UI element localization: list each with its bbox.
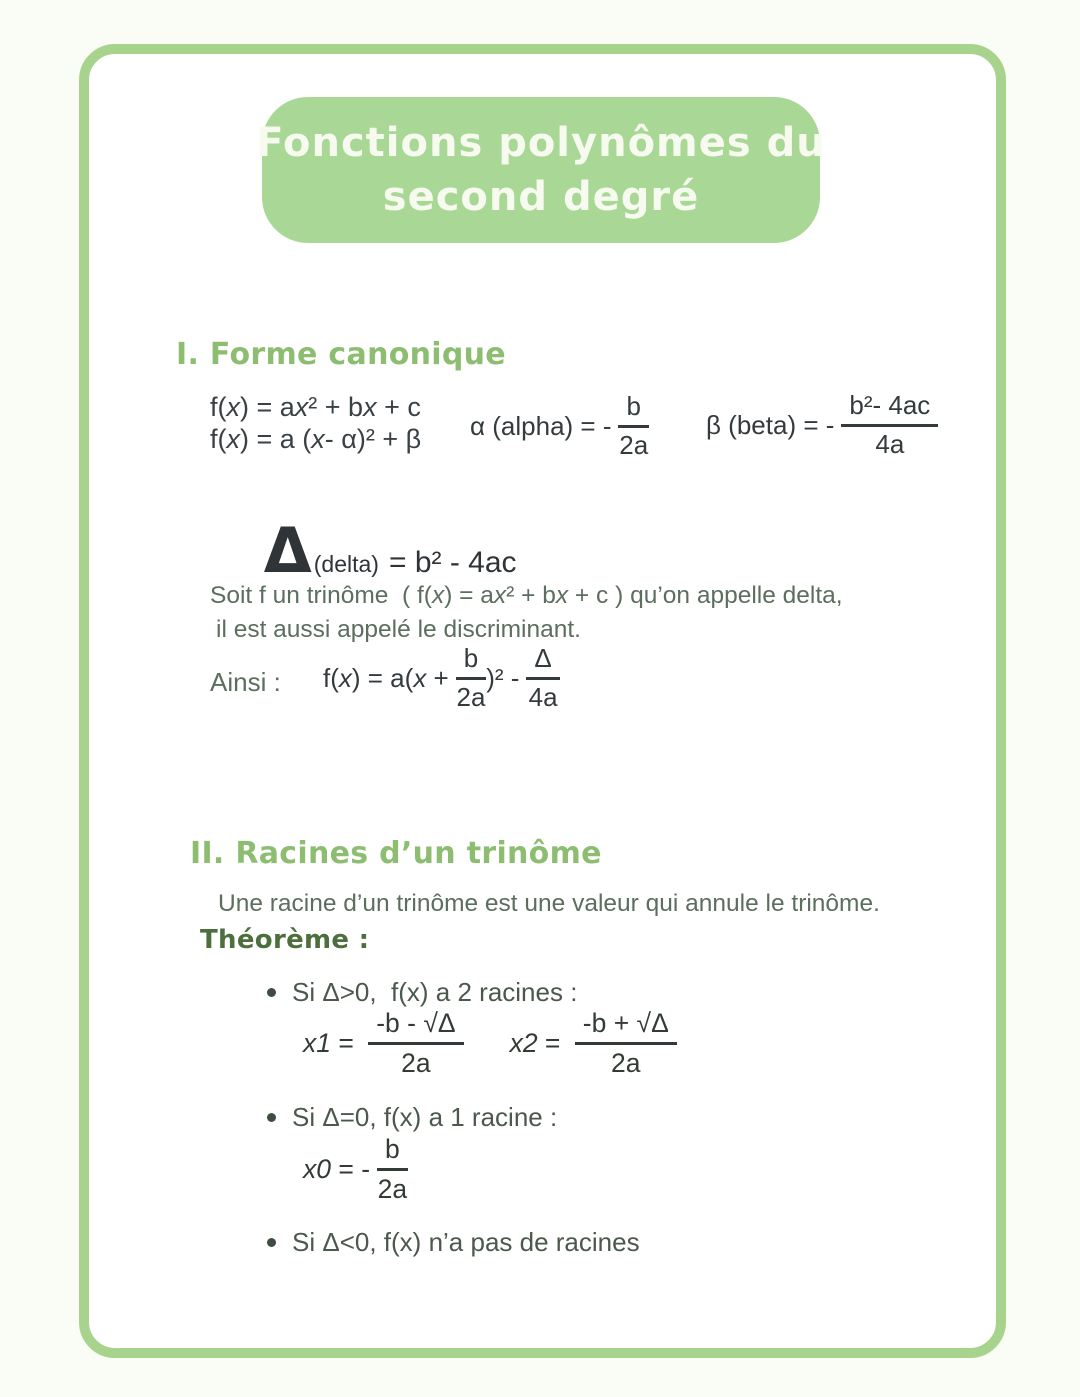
x0-fraction-denominator: 2a	[377, 1173, 408, 1204]
beta-fraction	[841, 391, 938, 460]
delta-note-line-2: il est aussi appelé le discriminant.	[216, 616, 581, 643]
section-heading-roots: II. Racines d’un trinôme	[190, 836, 602, 871]
alpha-label: α (alpha) = -	[470, 410, 612, 441]
ainsi-label: Ainsi :	[210, 667, 281, 697]
case-no-root-condition: Si Δ<0, f(x) n’a pas de racines	[292, 1227, 640, 1257]
ainsi-fraction-2	[526, 644, 559, 713]
formula-x0	[303, 1134, 408, 1204]
section-heading-canonical: I. Forme canonique	[176, 337, 506, 372]
delta-value: = b² - 4ac	[388, 546, 517, 579]
ainsi-fraction-1	[456, 644, 486, 713]
ainsi-fraction-2-numerator: Δ	[526, 644, 559, 680]
bullet-icon	[267, 1238, 276, 1247]
x0-fraction	[377, 1134, 408, 1204]
x2-label: x2 =	[509, 1027, 568, 1058]
page-title-line-2: second degré	[382, 174, 700, 220]
theorem-label: Théorème :	[200, 925, 370, 955]
delta-note-line-1: Soit f un trinôme ( f(x) = ax² + bx + c ) qu’on appelle delta,	[210, 582, 843, 609]
case-no-root-item	[267, 1226, 640, 1260]
x2-fraction-denominator: 2a	[611, 1047, 641, 1078]
page-title-line-1: Fonctions polynômes du	[256, 120, 826, 166]
case-one-root-condition: Si Δ=0, f(x) a 1 racine :	[292, 1102, 558, 1132]
beta-label: β (beta) = -	[706, 409, 835, 440]
case-two-roots-condition: Si Δ>0, f(x) a 2 racines :	[292, 977, 578, 1007]
case-two-roots-item	[267, 976, 577, 1010]
ainsi-fraction-2-denominator: 4a	[528, 681, 558, 712]
formula-x2	[510, 1008, 677, 1078]
delta-name-label: (delta)	[313, 551, 379, 577]
ainsi-mid: )² -	[486, 662, 520, 693]
ainsi-fraction-1-numerator: b	[456, 644, 486, 680]
roots-formulas-row	[303, 1008, 677, 1078]
formula-x1	[303, 1008, 464, 1078]
x0-label: x0 = -	[303, 1153, 371, 1184]
formula-ainsi	[323, 642, 560, 712]
formula-alpha	[470, 390, 649, 460]
beta-fraction-numerator: b²- 4ac	[841, 391, 938, 427]
formula-general-form: f(x) = ax² + bx + c	[210, 392, 421, 422]
ainsi-fraction-1-denominator: 2a	[456, 681, 486, 712]
bullet-icon	[267, 988, 276, 997]
delta-symbol: Δ	[263, 514, 312, 587]
alpha-fraction-denominator: 2a	[619, 429, 649, 460]
bullet-icon	[267, 1113, 276, 1122]
alpha-fraction-numerator: b	[618, 392, 648, 428]
roots-intro: Une racine d’un trinôme est une valeur qui annule le trinôme.	[218, 890, 880, 917]
x1-fraction	[368, 1008, 463, 1078]
title-banner	[256, 97, 826, 243]
ainsi-prefix: f(x) = a(x +	[323, 662, 449, 693]
alpha-fraction	[618, 392, 648, 461]
case-one-root-item	[267, 1101, 557, 1135]
x0-fraction-numerator: b	[377, 1134, 408, 1170]
x1-fraction-numerator: -b - √Δ	[368, 1008, 463, 1044]
formula-beta	[706, 390, 938, 460]
beta-fraction-denominator: 4a	[875, 428, 905, 459]
x2-fraction-numerator: -b + √Δ	[575, 1008, 677, 1044]
x2-fraction	[575, 1008, 677, 1078]
x1-fraction-denominator: 2a	[401, 1047, 431, 1078]
x1-label: x1 =	[303, 1027, 362, 1058]
formula-canonical-form: f(x) = a (x- α)² + β	[210, 424, 422, 454]
